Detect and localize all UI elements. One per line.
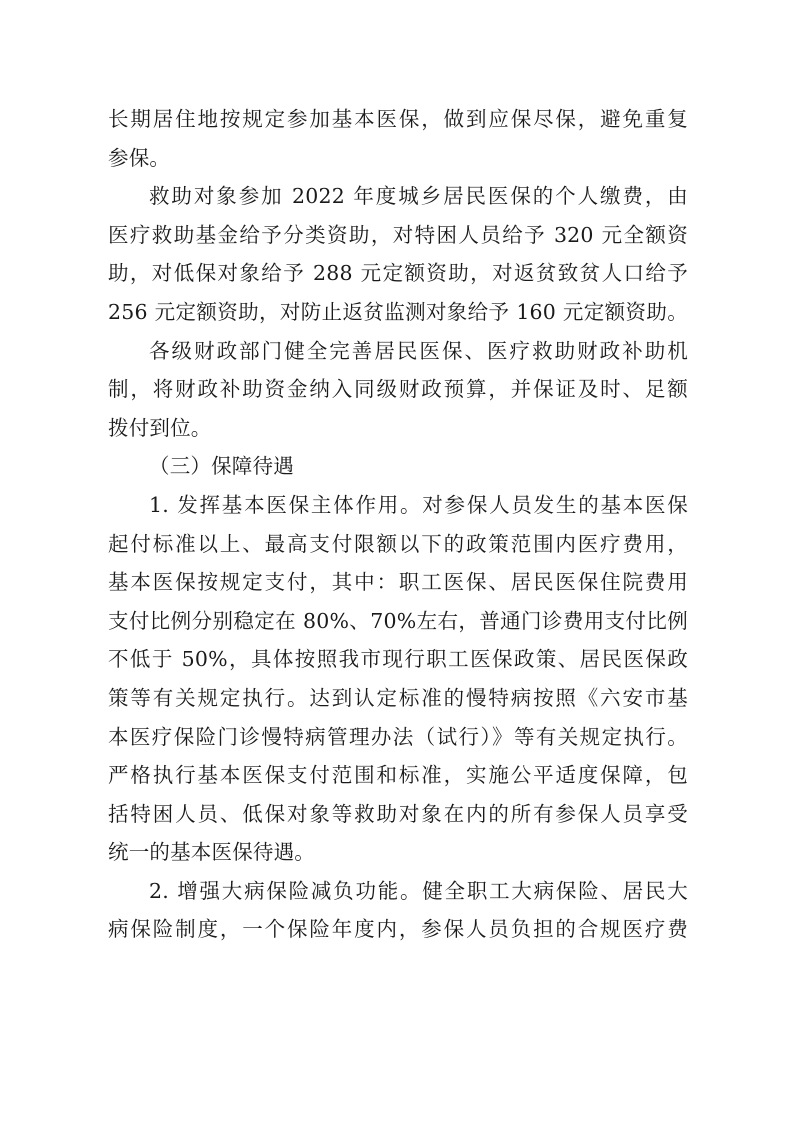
text-line: 起付标准以上、最高支付限额以下的政策范围内医疗费用， xyxy=(108,531,688,556)
text-line: 制，将财政补助资金纳入同级财政预算，并保证及时、足额 xyxy=(108,377,688,402)
text-line: 1. 发挥基本医保主体作用。对参保人员发生的基本医保 xyxy=(149,492,688,517)
section-heading: （三）保障待遇 xyxy=(149,454,294,479)
text-line: 括特困人员、低保对象等救助对象在内的所有参保人员享受 xyxy=(108,801,688,826)
text-line: 长期居住地按规定参加基本医保，做到应保尽保，避免重复 xyxy=(108,107,688,131)
body-text xyxy=(108,100,688,949)
text-line: 支付比例分别稳定在 80%、70%左右，普通门诊费用支付比例 xyxy=(108,608,688,633)
text-line: 256 元定额资助，对防止返贫监测对象给予 160 元定额资助。 xyxy=(108,299,688,324)
text-line: 参保。 xyxy=(108,145,171,170)
text-line: 各级财政部门健全完善居民医保、医疗救助财政补助机 xyxy=(149,338,688,363)
text-line: 统一的基本医保待遇。 xyxy=(108,840,315,865)
text-line: 策等有关规定执行。达到认定标准的慢特病按照《六安市基 xyxy=(108,685,688,710)
text-line: 医疗救助基金给予分类资助，对特困人员给予 320 元全额资 xyxy=(108,222,688,247)
text-line: 助，对低保对象给予 288 元定额资助，对返贫致贫人口给予 xyxy=(108,261,688,286)
text-line: 2. 增强大病保险减负功能。健全职工大病保险、居民大 xyxy=(149,878,688,903)
text-line: 救助对象参加 2022 年度城乡居民医保的个人缴费，由 xyxy=(149,184,688,209)
text-line: 不低于 50%，具体按照我市现行职工医保政策、居民医保政 xyxy=(108,647,688,672)
text-line: 严格执行基本医保支付范围和标准，实施公平适度保障，包 xyxy=(108,763,688,788)
text-line: 基本医保按规定支付，其中：职工医保、居民医保住院费用 xyxy=(108,570,688,595)
text-line: 本医疗保险门诊慢特病管理办法（试行）》等有关规定执行。 xyxy=(108,724,688,749)
text-line: 拨付到位。 xyxy=(108,415,212,440)
text-line: 病保险制度，一个保险年度内，参保人员负担的合规医疗费 xyxy=(108,917,688,942)
